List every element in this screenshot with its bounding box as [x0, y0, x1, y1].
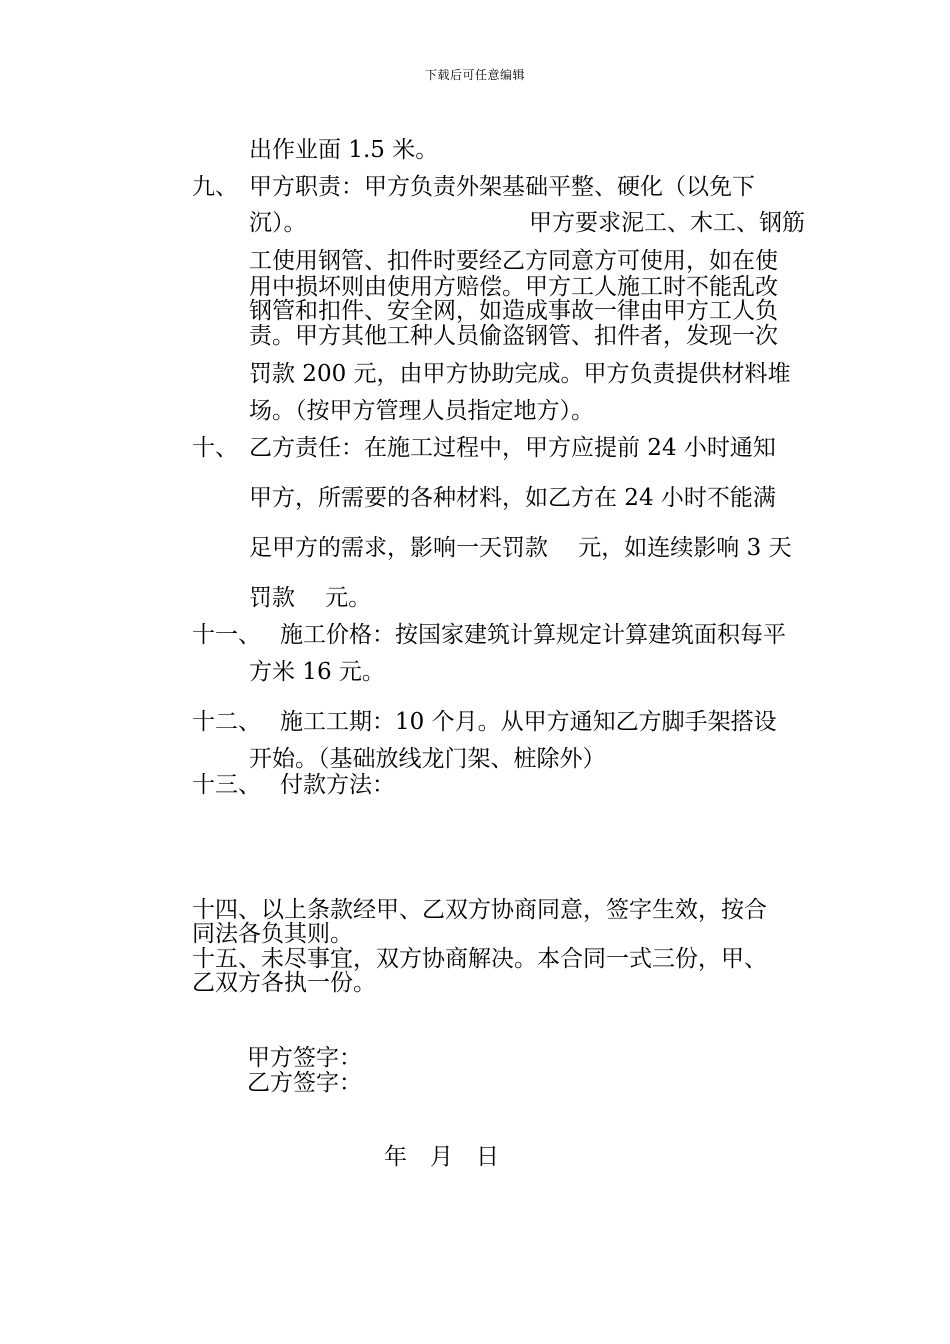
- section-9-line-2: [249, 210, 805, 236]
- section-10-line-2: 甲方，所需要的各种材料，如乙方在 24 小时不能满: [249, 485, 776, 511]
- party-a-signature-label: 甲方签字：: [247, 1045, 362, 1071]
- section-11-line-2: 方米 16 元。: [249, 659, 385, 685]
- section-13-line-1: 付款方法：: [280, 772, 395, 798]
- section-9-line-8: 场。（按甲方管理人员指定地方）。: [249, 398, 594, 424]
- section-11-number: 十一、: [192, 622, 261, 648]
- section-14-line-1: 十四、以上条款经甲、乙双方协商同意，签字生效，按合: [192, 897, 767, 923]
- section-10-line-4: 罚款 元。: [249, 585, 372, 611]
- section-9-line-6: 责。甲方其他工种人员偷盗钢管、扣件者，发现一次: [249, 323, 778, 349]
- section-13-number: 十三、: [192, 772, 261, 798]
- section-10-line-1: 乙方责任：在施工过程中，甲方应提前 24 小时通知: [249, 435, 776, 461]
- section-9-number: 九、: [192, 174, 238, 200]
- date-line: 年 月 日: [384, 1144, 499, 1170]
- section-10-line-3: 足甲方的需求，影响一天罚款 元，如连续影响 3 天: [249, 535, 792, 561]
- section-11-line-1: 施工价格：按国家建筑计算规定计算建筑面积每平: [280, 622, 786, 648]
- section-15-line-2: 乙双方各执一份。: [192, 970, 376, 996]
- section-9-line-3: 工使用钢管、扣件时要经乙方同意方可使用，如在使: [249, 248, 778, 274]
- section-12-number: 十二、: [192, 709, 261, 735]
- line-area-width: 出作业面 1.5 米。: [249, 137, 439, 163]
- section-10-number: 十、: [192, 435, 238, 461]
- section-9-line-1: 甲方职责：甲方负责外架基础平整、硬化（以免下: [249, 174, 755, 200]
- section-12-line-2: 开始。（基础放线龙门架、桩除外）: [249, 746, 606, 772]
- section-9-line-4: 用中损坏则由使用方赔偿。甲方工人施工时不能乱改: [249, 274, 778, 300]
- section-12-line-1: 施工工期：10 个月。从甲方通知乙方脚手架搭设: [280, 709, 777, 735]
- section-9-line-7: 罚款 200 元，由甲方协助完成。甲方负责提供材料堆: [249, 361, 791, 387]
- party-b-signature-label: 乙方签字：: [247, 1070, 362, 1096]
- section-9-line-5: 钢管和扣件、安全网，如造成事故一律由甲方工人负: [249, 298, 778, 324]
- section-9-line-2-a: 沉）。: [249, 210, 307, 236]
- section-14-line-2: 同法各负其则。: [192, 921, 353, 947]
- section-9-line-2-b: 甲方要求泥工、木工、钢筋: [529, 210, 805, 236]
- page-header: 下载后可任意编辑: [424, 68, 525, 82]
- section-15-line-1: 十五、未尽事宜，双方协商解决。本合同一式三份，甲、: [192, 946, 767, 972]
